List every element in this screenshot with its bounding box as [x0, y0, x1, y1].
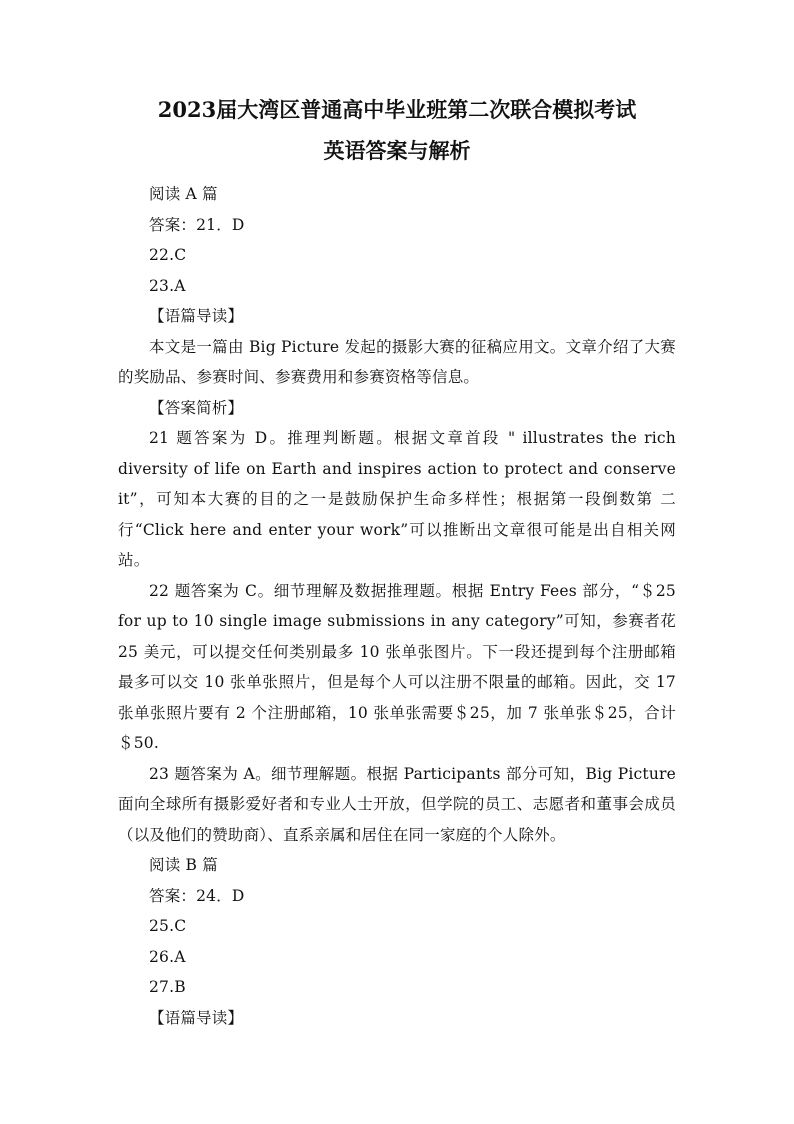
section-label-reading-b: 阅读 B 篇	[149, 856, 218, 874]
section-heading-overview: 【语篇导读】	[149, 1008, 244, 1027]
answer-line: 22.C	[149, 246, 187, 264]
answer-line: 27.B	[149, 978, 186, 996]
section-heading-overview: 【语篇导读】	[149, 307, 244, 325]
answer-line: 答案：21．D	[149, 215, 245, 234]
document-title: 2023届大湾区普通高中毕业班第二次联合模拟考试	[157, 97, 637, 122]
analysis-paragraph-21: 21 题答案为 D。推理判断题。根据文章首段 " illustrates the rich diversity of life on Earth and inspires action to protect and conserve it”，可知本大赛的目的之一是鼓励保护生命多样性；根据第一段倒数第 二行“Click here and enter your work”可以推断出文章很可能是出自相关网站。	[118, 429, 676, 569]
section-heading-analysis: 【答案简析】	[149, 398, 244, 417]
answer-line: 26.A	[149, 947, 186, 966]
answer-line: 25.C	[149, 917, 187, 935]
answer-line: 答案：24．D	[149, 886, 245, 905]
document-subtitle: 英语答案与解析	[323, 138, 471, 163]
section-label-reading-a: 阅读 A 篇	[149, 185, 218, 203]
overview-paragraph: 本文是一篇由 Big Picture 发起的摄影大赛的征稿应用文。文章介绍了大赛的奖励品、参赛时间、参赛费用和参赛资格等信息。	[118, 337, 676, 386]
document-body	[118, 179, 676, 1033]
analysis-paragraph-23: 23 题答案为 A。细节理解题。根据 Participants 部分可知，Big Picture 面向全球所有摄影爱好者和专业人士开放，但学院的员工、志愿者和董事会成员（以及他们的赞助商）、直系亲属和居住在同一家庭的个人除外。	[118, 764, 676, 844]
analysis-paragraph-22: 22 题答案为 C。细节理解及数据推理题。根据 Entry Fees 部分，“＄25 for up to 10 single image submissions in any category”可知，参赛者花 25 美元，可以提交任何类别最多 10 张单张图片。下一段还提到每个注册邮箱最多可以交 10 张单张照片，但是每个人可以注册不限量的邮箱。因此，交 17 张单张照片要有 2 个注册邮箱，10 张单张需要＄25，加 7 张单张＄25，合计＄50.	[118, 581, 676, 752]
answer-line: 23.A	[149, 276, 186, 295]
